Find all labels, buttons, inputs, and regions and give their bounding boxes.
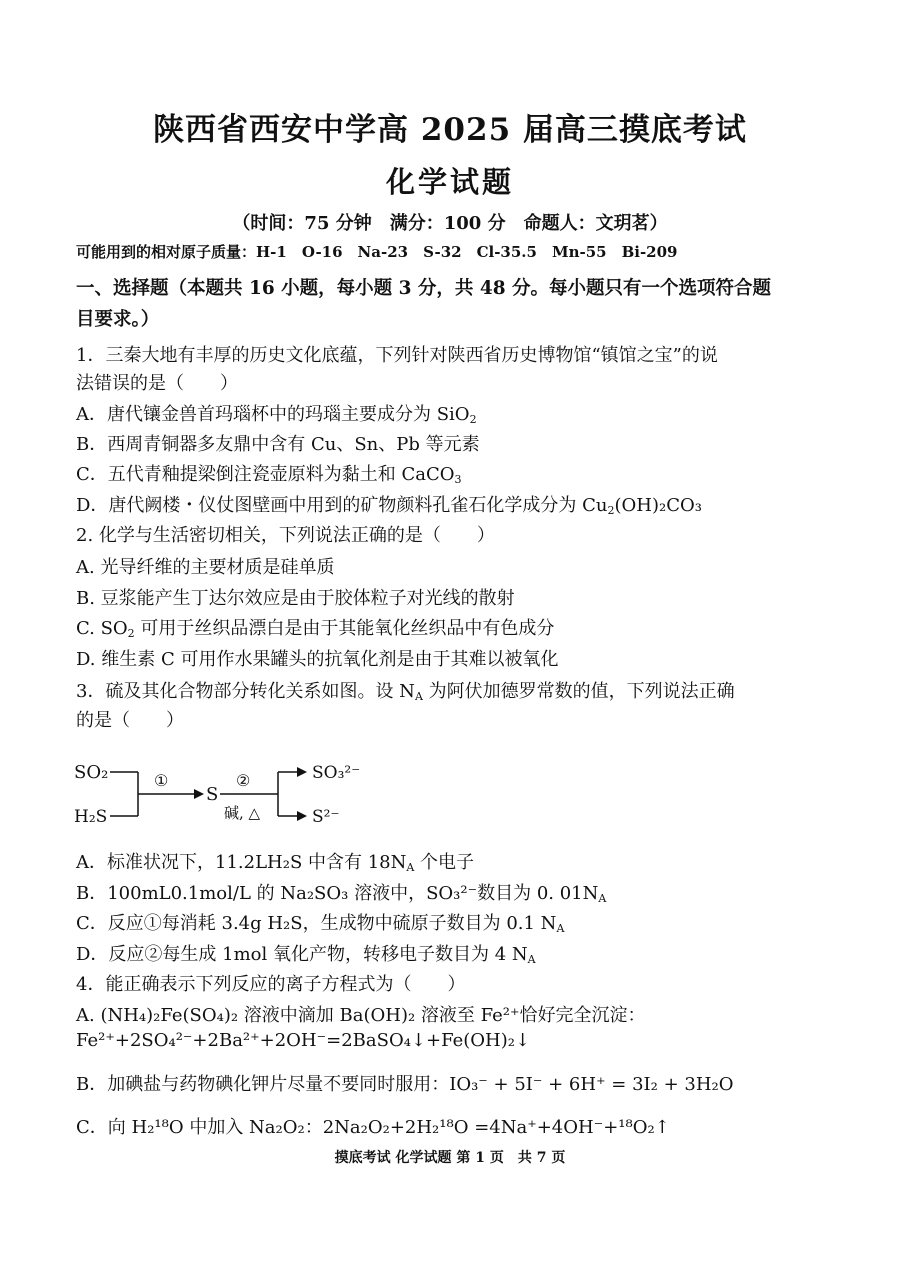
s-label: S [206,784,219,805]
atomic-masses: 可能用到的相对原子质量：H-1 O-16 Na-23 S-32 Cl-35.5 Mn-55 Bi-209 [76,243,678,261]
q2-stem: 2. 化学与生活密切相关，下列说法正确的是（ ） [76,525,495,546]
q1-stem-line2: 法错误的是（ ） [76,373,238,394]
q1-option-b: B．西周青铜器多友鼎中含有 Cu、Sn、Pb 等元素 [76,434,480,455]
q1-stem-line1: 1．三秦大地有丰厚的历史文化底蕴，下列针对陕西省历史博物馆“镇馆之宝”的说 [76,345,718,366]
h2s-label: H₂S [74,807,108,827]
q4-option-b: B．加碘盐与药物碘化钾片尽量不要同时服用：IO₃⁻ + 5I⁻ + 6H⁺ = 3I₂ + 3H₂O [76,1074,734,1095]
q3-stem-line1: 3．硫及其化合物部分转化关系如图。设 $N_A$ 为阿伏加德罗常数的值，下列说法正确 [76,681,735,703]
q3-option-c: C．反应①每消耗 3.4g H₂S，生成物中硫原子数目为 0.1 $N_A$ [76,913,565,935]
q4-stem: 4．能正确表示下列反应的离子方程式为（ ） [76,974,466,995]
q3-option-b: B．100mL0.1mol/L 的 Na₂SO₃ 溶液中，SO₃²⁻数目为 0. $01N_A$ [76,883,607,905]
q4-option-a-line2: Fe²⁺+2SO₄²⁻+2Ba²⁺+2OH⁻=2BaSO₄↓+Fe(OH)₂↓ [76,1030,531,1051]
q2-option-c: C. $SO_2$ 可用于丝织品漂白是由于其能氧化丝织品中有色成分 [76,618,555,640]
q4-option-c: C．向 H₂¹⁸O 中加入 Na₂O₂：2Na₂O₂+2H₂¹⁸O =4Na⁺+4OH⁻+¹⁸O₂↑ [76,1117,670,1138]
q1-option-a: A．唐代镶金兽首玛瑙杯中的玛瑙主要成分为 SiO$_2$ [76,404,477,426]
q1-option-c: C．五代青釉提梁倒注瓷壶原料为黏土和 CaCO$_3$ [76,464,462,486]
q3-stem-line2: 的是（ ） [76,710,184,731]
exam-subtitle: 化学试题 [385,165,514,199]
q2-option-d: D. 维生素 C 可用作水果罐头的抗氧化剂是由于其难以被氧化 [76,649,559,670]
condition-label: 碱, △ [224,804,261,822]
q1-option-d: D．唐代阙楼・仪仗图壁画中用到的矿物颜料孔雀石化学成分为 $Cu_2(OH)_2CO_3$ [76,495,702,517]
step1-label: ① [154,771,169,790]
sulfide-label: S²⁻ [312,807,340,827]
q4-option-a-line1: A. (NH₄)₂Fe(SO₄)₂ 溶液中滴加 Ba(OH)₂ 溶液至 Fe²⁺恰好完全沉淀： [76,1005,646,1026]
q2-option-b: B. 豆浆能产生丁达尔效应是由于胶体粒子对光线的散射 [76,588,515,609]
page-footer: 摸底考试 化学试题 第 1 页 共 7 页 [334,1150,566,1166]
q3-option-d: D．反应②每生成 1mol 氧化产物，转移电子数目为 4 $N_A$ [76,944,536,966]
q3-option-a: A．标准状况下，11.2LH₂S 中含有 $18N_A$ 个电子 [76,852,475,874]
sulfur-conversion-diagram [70,752,361,832]
section-heading-line2: 目要求。） [76,309,160,330]
q2-option-a: A. 光导纤维的主要材质是硅单质 [76,557,335,578]
section-heading-line1: 一、选择题（本题共 16 小题，每小题 3 分，共 48 分。每小题只有一个选项符合题 [76,278,772,299]
step2-label: ② [236,771,251,790]
exam-meta: （时间：75 分钟 满分：100 分 命题人：文玥茗） [232,213,668,234]
sulfite-label: SO₃²⁻ [312,763,361,783]
exam-title: 陕西省西安中学高 2025 届高三摸底考试 [153,112,747,148]
so2-label: SO₂ [74,762,109,783]
